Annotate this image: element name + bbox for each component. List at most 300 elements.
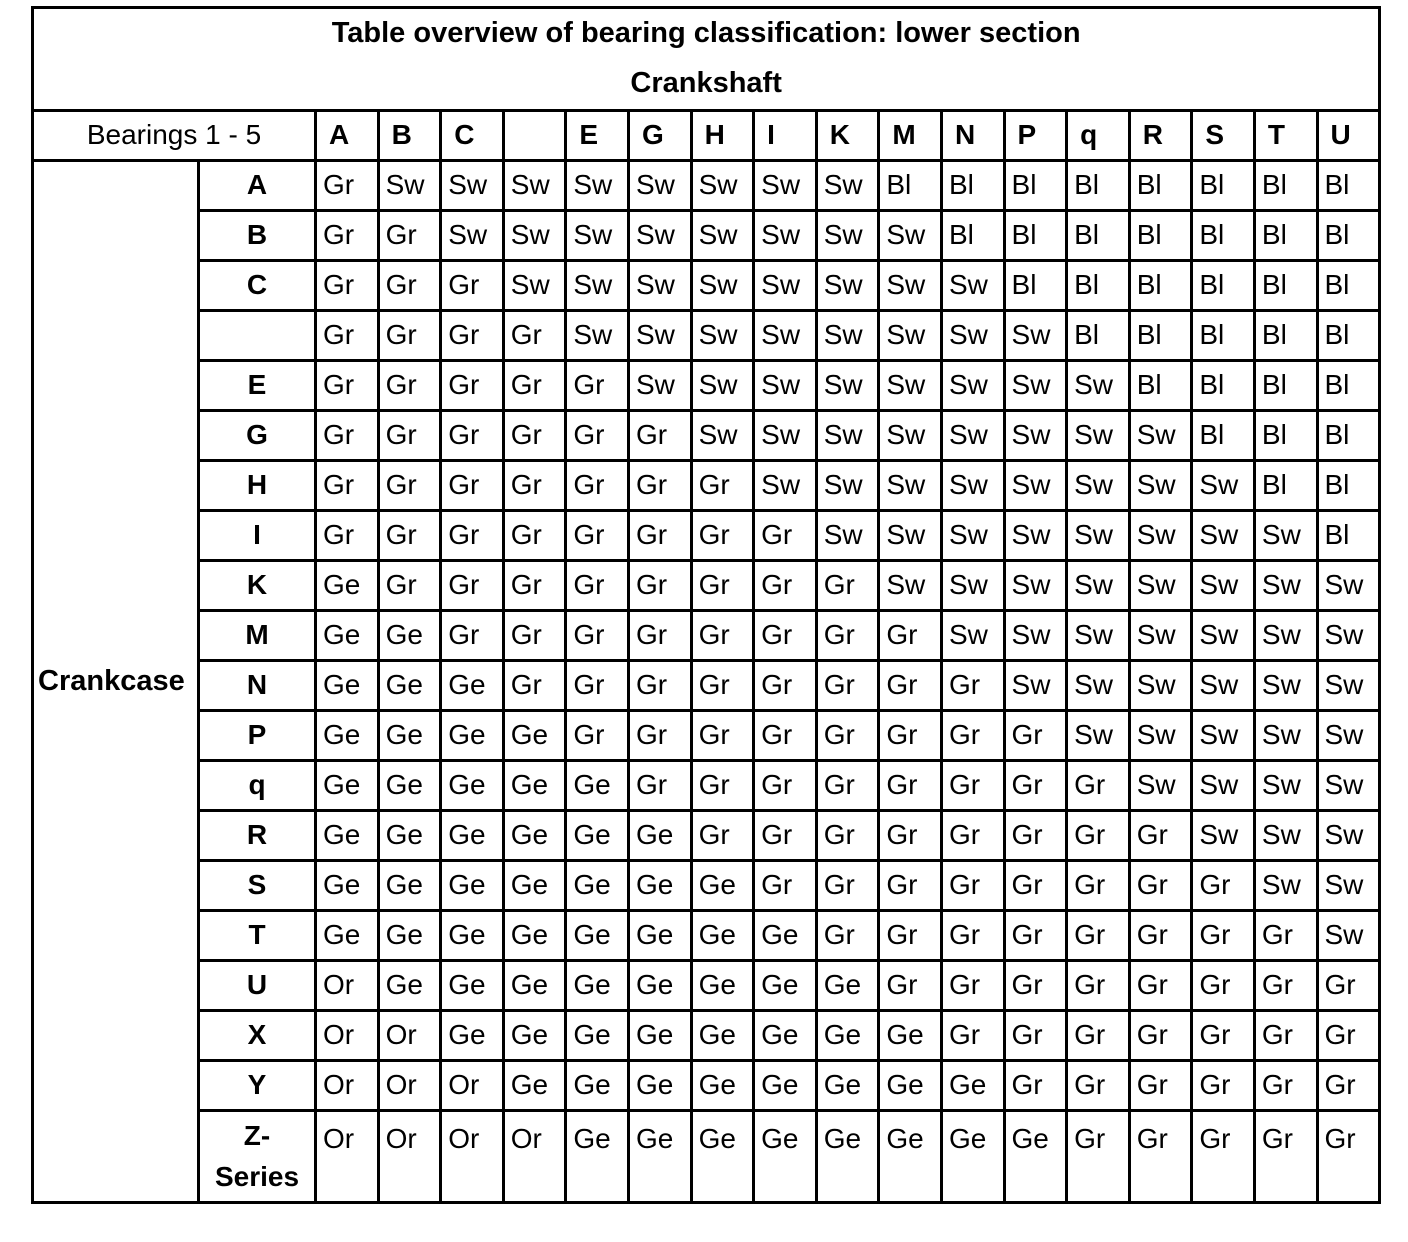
column-header: E <box>566 111 629 161</box>
table-title-cell <box>33 8 1380 111</box>
table-cell: Gr <box>1192 961 1255 1011</box>
table-row <box>33 561 1380 611</box>
table-cell: Gr <box>1192 1061 1255 1111</box>
table-cell: Ge <box>1004 1111 1067 1203</box>
table-cell: Gr <box>628 611 691 661</box>
table-cell: Gr <box>816 561 879 611</box>
table-cell: Gr <box>378 361 441 411</box>
table-cell: Ge <box>566 1011 629 1061</box>
table-cell: Gr <box>378 261 441 311</box>
table-cell: Gr <box>754 811 817 861</box>
table-cell: Gr <box>879 661 942 711</box>
table-cell: Gr <box>879 761 942 811</box>
table-cell: Gr <box>1254 911 1317 961</box>
table-cell: Gr <box>754 561 817 611</box>
table-cell: Gr <box>566 411 629 461</box>
table-cell: Gr <box>503 311 566 361</box>
table-cell: Ge <box>378 611 441 661</box>
table-cell: Ge <box>503 961 566 1011</box>
table-cell: Gr <box>1254 1061 1317 1111</box>
table-cell: Ge <box>316 711 379 761</box>
table-cell: Ge <box>816 1111 879 1203</box>
table-cell: Bl <box>1067 161 1130 211</box>
table-cell: Sw <box>1254 561 1317 611</box>
table-row <box>33 661 1380 711</box>
table-cell: Sw <box>1067 711 1130 761</box>
table-cell: Sw <box>816 261 879 311</box>
table-cell: Sw <box>691 361 754 411</box>
table-cell: Sw <box>879 361 942 411</box>
table-cell: Sw <box>1317 861 1380 911</box>
table-cell: Ge <box>441 711 504 761</box>
table-cell: Gr <box>441 511 504 561</box>
table-cell: Gr <box>566 561 629 611</box>
table-row <box>33 611 1380 661</box>
table-cell: Bl <box>1317 511 1380 561</box>
table-cell: Gr <box>1067 811 1130 861</box>
table-cell: Sw <box>941 511 1004 561</box>
table-cell: Ge <box>816 961 879 1011</box>
table-cell: Bl <box>1254 411 1317 461</box>
table-cell: Gr <box>566 611 629 661</box>
table-row <box>33 1061 1380 1111</box>
table-cell: Ge <box>566 811 629 861</box>
table-cell: Gr <box>566 361 629 411</box>
table-cell: Gr <box>1067 961 1130 1011</box>
table-cell: Sw <box>1067 461 1130 511</box>
table-cell: Gr <box>503 411 566 461</box>
table-cell: Bl <box>1192 311 1255 361</box>
table-cell: Gr <box>1004 711 1067 761</box>
table-cell: Gr <box>816 661 879 711</box>
table-cell: Gr <box>1317 1011 1380 1061</box>
table-cell: Sw <box>879 211 942 261</box>
table-cell: Sw <box>1067 361 1130 411</box>
table-cell: Gr <box>441 311 504 361</box>
table-row <box>33 161 1380 211</box>
table-cell: Ge <box>941 1111 1004 1203</box>
table-cell: Ge <box>691 861 754 911</box>
table-cell: Sw <box>754 161 817 211</box>
column-header-row <box>33 111 1380 161</box>
table-cell: Ge <box>754 911 817 961</box>
table-cell: Sw <box>628 261 691 311</box>
column-header: H <box>691 111 754 161</box>
table-cell: Ge <box>378 661 441 711</box>
table-cell: Sw <box>1192 611 1255 661</box>
row-header <box>199 311 316 361</box>
table-cell: Gr <box>941 811 1004 861</box>
table-cell: Gr <box>1067 911 1130 961</box>
table-row <box>33 511 1380 561</box>
table-cell: Gr <box>378 561 441 611</box>
table-cell: Gr <box>941 861 1004 911</box>
row-header: E <box>199 361 316 411</box>
row-header: I <box>199 511 316 561</box>
table-cell: Ge <box>316 911 379 961</box>
table-cell: Gr <box>754 661 817 711</box>
table-cell: Sw <box>1004 561 1067 611</box>
table-cell: Gr <box>816 861 879 911</box>
table-cell: Gr <box>441 561 504 611</box>
column-header: M <box>879 111 942 161</box>
table-cell: Ge <box>628 961 691 1011</box>
table-cell: Gr <box>1129 1061 1192 1111</box>
table-cell: Sw <box>816 211 879 261</box>
table-cell: Gr <box>628 761 691 811</box>
table-cell: Gr <box>1192 1011 1255 1061</box>
table-cell: Ge <box>316 811 379 861</box>
table-cell: Ge <box>566 911 629 961</box>
table-cell: Sw <box>941 261 1004 311</box>
table-cell: Sw <box>566 311 629 361</box>
table-cell: Sw <box>691 211 754 261</box>
table-cell: Sw <box>566 211 629 261</box>
table-cell: Sw <box>1254 711 1317 761</box>
table-cell: Sw <box>1067 411 1130 461</box>
table-cell: Ge <box>503 861 566 911</box>
table-cell: Sw <box>566 161 629 211</box>
table-cell: Gr <box>754 861 817 911</box>
table-cell: Gr <box>441 411 504 461</box>
table-cell: Ge <box>941 1061 1004 1111</box>
table-cell: Gr <box>1129 861 1192 911</box>
table-cell: Sw <box>1317 561 1380 611</box>
table-cell: Sw <box>754 361 817 411</box>
table-cell: Gr <box>566 511 629 561</box>
table-cell: Sw <box>1067 561 1130 611</box>
row-header: C <box>199 261 316 311</box>
table-cell: Sw <box>1129 561 1192 611</box>
table-cell: Or <box>316 1011 379 1061</box>
table-cell: Bl <box>1129 261 1192 311</box>
table-cell: Gr <box>378 311 441 361</box>
table-cell: Ge <box>316 861 379 911</box>
table-cell: Gr <box>441 361 504 411</box>
row-header: R <box>199 811 316 861</box>
table-cell: Ge <box>378 711 441 761</box>
table-cell: Gr <box>441 461 504 511</box>
table-cell: Gr <box>316 211 379 261</box>
table-cell: Gr <box>941 911 1004 961</box>
table-cell: Sw <box>1129 661 1192 711</box>
table-cell: Sw <box>1067 611 1130 661</box>
table-cell: Ge <box>503 1061 566 1111</box>
column-header: R <box>1129 111 1192 161</box>
row-header: T <box>199 911 316 961</box>
table-cell: Gr <box>691 461 754 511</box>
table-cell: Sw <box>816 511 879 561</box>
table-cell: Gr <box>503 611 566 661</box>
table-cell: Gr <box>378 511 441 561</box>
row-header: q <box>199 761 316 811</box>
table-cell: Or <box>378 1061 441 1111</box>
table-cell: Bl <box>879 161 942 211</box>
table-cell: Gr <box>941 1011 1004 1061</box>
table-cell: Or <box>441 1111 504 1203</box>
column-header: B <box>378 111 441 161</box>
table-cell: Sw <box>1317 761 1380 811</box>
table-cell: Gr <box>691 761 754 811</box>
table-cell: Bl <box>1254 261 1317 311</box>
table-cell: Or <box>316 961 379 1011</box>
table-cell: Bl <box>941 161 1004 211</box>
table-cell: Gr <box>879 811 942 861</box>
table-cell: Sw <box>941 461 1004 511</box>
table-cell: Sw <box>816 161 879 211</box>
table-cell: Gr <box>628 561 691 611</box>
table-cell: Sw <box>754 461 817 511</box>
table-cell: Gr <box>1004 761 1067 811</box>
table-cell: Bl <box>1129 361 1192 411</box>
table-row <box>33 811 1380 861</box>
column-header: G <box>628 111 691 161</box>
table-cell: Ge <box>441 861 504 911</box>
table-cell: Gr <box>316 161 379 211</box>
table-cell: Gr <box>754 711 817 761</box>
table-cell: Gr <box>1192 911 1255 961</box>
table-cell: Sw <box>1254 811 1317 861</box>
table-cell: Sw <box>1317 911 1380 961</box>
table-cell: Gr <box>941 961 1004 1011</box>
table-row <box>33 911 1380 961</box>
row-header: H <box>199 461 316 511</box>
table-cell: Gr <box>503 561 566 611</box>
table-cell: Gr <box>316 461 379 511</box>
table-cell: Bl <box>1317 311 1380 361</box>
table-cell: Sw <box>1129 761 1192 811</box>
table-cell: Ge <box>691 961 754 1011</box>
table-cell: Sw <box>1192 811 1255 861</box>
table-cell: Sw <box>1192 661 1255 711</box>
table-cell: Ge <box>316 661 379 711</box>
table-cell: Sw <box>1067 511 1130 561</box>
table-cell: Ge <box>754 961 817 1011</box>
table-cell: Ge <box>378 861 441 911</box>
table-cell: Ge <box>691 1011 754 1061</box>
bearing-classification-table <box>31 6 1381 1204</box>
table-cell: Gr <box>816 711 879 761</box>
table-row <box>33 1111 1380 1203</box>
table-cell: Gr <box>1254 1011 1317 1061</box>
table-cell: Ge <box>879 1061 942 1111</box>
row-header: B <box>199 211 316 261</box>
table-cell: Gr <box>1004 1011 1067 1061</box>
table-cell: Gr <box>754 761 817 811</box>
table-cell: Gr <box>566 661 629 711</box>
row-header: X <box>199 1011 316 1061</box>
table-cell: Sw <box>691 411 754 461</box>
table-cell: Ge <box>441 811 504 861</box>
table-cell: Sw <box>1067 661 1130 711</box>
table-cell: Ge <box>816 1011 879 1061</box>
table-cell: Ge <box>566 1061 629 1111</box>
table-cell: Gr <box>879 711 942 761</box>
column-header: q <box>1067 111 1130 161</box>
table-row <box>33 1011 1380 1061</box>
table-cell: Sw <box>1192 761 1255 811</box>
table-subtitle: Crankshaft <box>630 67 782 99</box>
table-cell: Sw <box>628 361 691 411</box>
table-cell: Gr <box>1317 1111 1380 1203</box>
column-header <box>503 111 566 161</box>
table-cell: Sw <box>1004 661 1067 711</box>
table-cell: Sw <box>1004 611 1067 661</box>
table-row <box>33 261 1380 311</box>
table-cell: Sw <box>628 161 691 211</box>
table-cell: Gr <box>628 661 691 711</box>
table-cell: Gr <box>1129 911 1192 961</box>
table-cell: Ge <box>566 961 629 1011</box>
table-cell: Sw <box>1192 561 1255 611</box>
table-cell: Gr <box>1067 761 1130 811</box>
table-cell: Sw <box>754 411 817 461</box>
table-cell: Sw <box>1317 711 1380 761</box>
table-cell: Sw <box>503 261 566 311</box>
table-cell: Ge <box>378 961 441 1011</box>
table-cell: Gr <box>1192 861 1255 911</box>
table-cell: Ge <box>566 861 629 911</box>
table-cell: Bl <box>1317 211 1380 261</box>
table-cell: Bl <box>1192 411 1255 461</box>
table-cell: Sw <box>628 211 691 261</box>
table-cell: Gr <box>1317 961 1380 1011</box>
table-cell: Bl <box>1067 311 1130 361</box>
table-cell: Gr <box>441 611 504 661</box>
bearing-classification-table-container <box>31 6 1381 1204</box>
table-cell: Gr <box>691 811 754 861</box>
table-cell: Ge <box>503 711 566 761</box>
table-cell: Sw <box>879 461 942 511</box>
title-row <box>33 8 1380 111</box>
table-cell: Ge <box>691 1061 754 1111</box>
table-cell: Bl <box>1067 261 1130 311</box>
table-cell: Gr <box>691 511 754 561</box>
table-cell: Ge <box>691 911 754 961</box>
table-cell: Or <box>503 1111 566 1203</box>
table-cell: Gr <box>316 411 379 461</box>
table-cell: Gr <box>1004 861 1067 911</box>
table-cell: Ge <box>441 1011 504 1061</box>
table-cell: Gr <box>503 361 566 411</box>
table-cell: Gr <box>316 311 379 361</box>
table-row <box>33 461 1380 511</box>
table-cell: Gr <box>941 711 1004 761</box>
table-cell: Gr <box>754 511 817 561</box>
table-cell: Sw <box>1254 761 1317 811</box>
table-cell: Bl <box>1004 211 1067 261</box>
table-row <box>33 711 1380 761</box>
table-cell: Sw <box>941 361 1004 411</box>
table-cell: Sw <box>816 461 879 511</box>
table-cell: Sw <box>378 161 441 211</box>
table-cell: Gr <box>879 961 942 1011</box>
table-cell: Sw <box>754 211 817 261</box>
table-cell: Bl <box>1192 361 1255 411</box>
table-cell: Sw <box>1317 811 1380 861</box>
table-cell: Gr <box>1004 1061 1067 1111</box>
table-cell: Gr <box>1129 811 1192 861</box>
table-cell: Bl <box>1254 311 1317 361</box>
table-cell: Sw <box>879 561 942 611</box>
table-cell: Gr <box>1129 1111 1192 1203</box>
table-cell: Ge <box>503 1011 566 1061</box>
table-cell: Gr <box>1067 1061 1130 1111</box>
table-cell: Or <box>441 1061 504 1111</box>
table-cell: Gr <box>1317 1061 1380 1111</box>
table-cell: Ge <box>378 811 441 861</box>
table-cell: Gr <box>1004 911 1067 961</box>
table-cell: Ge <box>754 1061 817 1111</box>
table-cell: Bl <box>1254 461 1317 511</box>
table-cell: Ge <box>566 1111 629 1203</box>
table-cell: Gr <box>1067 1011 1130 1061</box>
table-cell: Bl <box>1317 161 1380 211</box>
table-cell: Sw <box>1129 711 1192 761</box>
table-cell: Sw <box>1317 661 1380 711</box>
table-cell: Or <box>378 1111 441 1203</box>
crankcase-group-label: Crankcase <box>33 161 199 1203</box>
table-cell: Bl <box>1192 211 1255 261</box>
column-header: A <box>316 111 379 161</box>
table-title: Table overview of bearing classification: lower section <box>331 17 1081 50</box>
table-cell: Sw <box>1317 611 1380 661</box>
table-cell: Sw <box>1129 411 1192 461</box>
table-cell: Bl <box>1254 161 1317 211</box>
table-cell: Sw <box>1192 711 1255 761</box>
row-header: G <box>199 411 316 461</box>
table-cell: Ge <box>441 961 504 1011</box>
table-cell: Ge <box>879 1011 942 1061</box>
table-cell: Sw <box>691 311 754 361</box>
table-cell: Sw <box>1004 361 1067 411</box>
table-cell: Gr <box>691 711 754 761</box>
table-cell: Ge <box>628 1061 691 1111</box>
table-cell: Sw <box>1129 511 1192 561</box>
row-header: U <box>199 961 316 1011</box>
table-cell: Sw <box>691 161 754 211</box>
table-cell: Bl <box>1004 161 1067 211</box>
table-cell: Ge <box>628 911 691 961</box>
table-cell: Bl <box>1254 361 1317 411</box>
table-cell: Ge <box>316 561 379 611</box>
table-cell: Gr <box>941 761 1004 811</box>
table-cell: Gr <box>754 611 817 661</box>
table-cell: Sw <box>1254 611 1317 661</box>
row-header: K <box>199 561 316 611</box>
table-cell: Gr <box>503 461 566 511</box>
row-header: M <box>199 611 316 661</box>
table-cell: Bl <box>1004 261 1067 311</box>
column-header: K <box>816 111 879 161</box>
table-cell: Sw <box>941 561 1004 611</box>
table-cell: Ge <box>441 761 504 811</box>
table-cell: Gr <box>691 561 754 611</box>
table-cell: Gr <box>566 711 629 761</box>
table-cell: Sw <box>1004 511 1067 561</box>
table-cell: Gr <box>879 611 942 661</box>
column-header: C <box>441 111 504 161</box>
table-cell: Ge <box>378 911 441 961</box>
table-cell: Sw <box>691 261 754 311</box>
table-cell: Ge <box>566 761 629 811</box>
table-cell: Ge <box>691 1111 754 1203</box>
table-cell: Gr <box>378 411 441 461</box>
table-cell: Ge <box>316 611 379 661</box>
table-cell: Ge <box>503 761 566 811</box>
table-cell: Gr <box>316 261 379 311</box>
table-cell: Sw <box>441 161 504 211</box>
